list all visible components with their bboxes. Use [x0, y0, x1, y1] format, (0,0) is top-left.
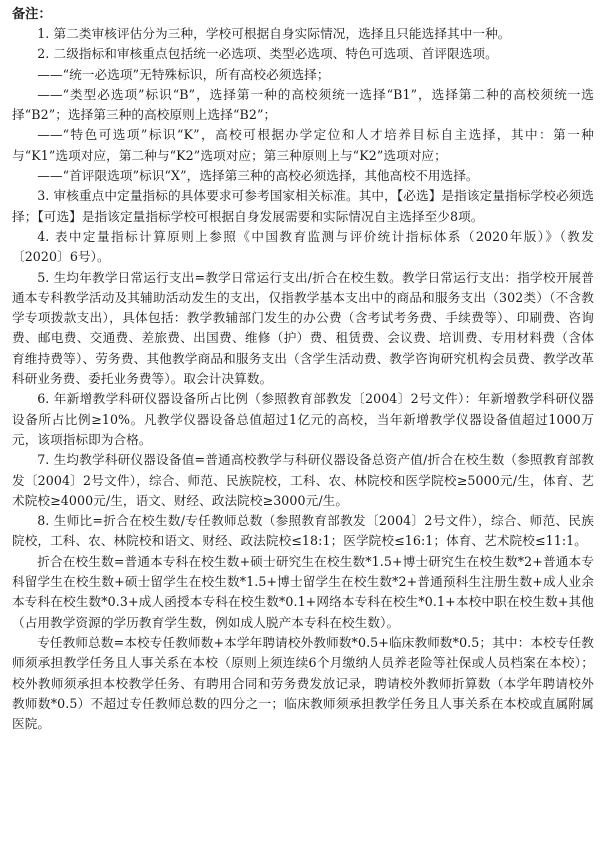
note-paragraph: ——“统一必选项”无特殊标识，所有高校必须选择；: [37, 66, 330, 82]
note-paragraph: 2. 二级指标和审核重点包括统一必选项、类型必选项、特色可选项、首评限选项。: [37, 46, 498, 62]
note-paragraph: 8. 生师比=折合在校生数/专任教师总数（参照教育部教发〔2004〕2号文件），综合、师范、民族院校，工科、农、林院校和语文、财经、政法院校≤18:1；医学院校≤16:1；体育、艺术院校≤11:1。: [12, 513, 594, 549]
note-paragraph: ——“类型必选项”标识“B”，选择第一种的高校须统一选择“B1”，选择第二种的高校须统一选择“B2”；选择第三种的高校原则上选择“B2”；: [12, 86, 594, 123]
note-paragraph: 7. 生均教学科研仪器设备值=普通高校教学与科研仪器设备总资产值/折合在校生数（参照教育部教发〔2004〕2号文件），综合、师范、民族院校，工科、农、林院校和医学院校≥5000元/生，体育、艺术院校≥4000元/生，语文、财经、政法院校≥3000元/生。: [12, 452, 594, 508]
notes-heading: 备注：: [12, 7, 52, 22]
note-paragraph: 6. 年新增教学科研仪器设备所占比例（参照教育部教发〔2004〕2号文件）：年新增教学科研仪器设备所占比例≥10%。凡教学仪器设备总值超过1亿元的高校，当年新增教学仪器设备值超过1000万元，该项指标即为合格。: [12, 391, 594, 447]
note-paragraph: ——“首评限选项”标识“X”，选择第三种的高校必须选择，其他高校不用选择。: [37, 168, 479, 184]
note-paragraph: 4. 表中定量指标计算原则上参照《中国教育监测与评价统计指标体系（2020年版）》（教发〔2020〕6号）。: [12, 228, 594, 265]
note-paragraph: 3. 审核重点中定量指标的具体要求可参考国家相关标准。其中，【必选】是指该定量指标学校必须选择；【可选】是指该定量指标学校可根据自身发展需要和实际情况自主选择至少8项。: [12, 188, 594, 224]
note-paragraph: 1. 第二类审核评估分为三种，学校可根据自身实际情况，选择且只能选择其中一种。: [37, 26, 511, 41]
note-paragraph: 折合在校生数=普通本专科在校生数+硕士研究生在校生数*1.5+博士研究生在校生数*2+普通本专科留学生在校生数+硕士留学生在校生数*1.5+博士留学生在校生数*2+普通预科生注册生数+成人业余本专科在校生数*0.3+成人函授本专科在校生数*0.1+网络本专科在校生*0.1+本校中职在校生数+其他（占用教学资源的学历教育学生数，例如成人脱产本专科在校生数）。: [12, 553, 594, 630]
note-paragraph: ——“特色可选项”标识“K”，高校可根据办学定位和人才培养目标自主选择，其中：第一种与“K1”选项对应，第二种与“K2”选项对应；第三种原则上与“K2”选项对应；: [12, 127, 594, 163]
note-paragraph: 5. 生均年教学日常运行支出=教学日常运行支出/折合在校生数。教学日常运行支出：指学校开展普通本专科教学活动及其辅助活动发生的支出，仅指教学基本支出中的商品和服务支出（302类）（不含教学专项拨款支出），具体包括：教学教辅部门发生的办公费（含考试考务费、手续费等）、印刷费、咨询费、邮电费、交通费、差旅费、出国费、维修（护）费、租赁费、会议费、培训费、专用材料费（含体育维持费等）、劳务费、其他教学商品和服务支出（含学生活动费、教学咨询研究机构会员费、教学改革科研业务费、委托业务费等）。取会计决算数。: [12, 269, 594, 387]
note-paragraph: 专任教师总数=本校专任教师数+本学年聘请校外教师数*0.5+临床教师数*0.5；其中：本校专任教师须承担教学任务且人事关系在本校（原则上须连续6个月缴纳人员养老险等社保或人员档案在本校）；校外教师须承担本校教学任务、有聘用合同和劳务费发放记录，聘请校外教师折算数（本学年聘请校外教师数*0.5）不超过专任教师总数的四分之一；临床教师须承担教学任务且人事关系在本校或直属附属医院。: [12, 634, 594, 732]
